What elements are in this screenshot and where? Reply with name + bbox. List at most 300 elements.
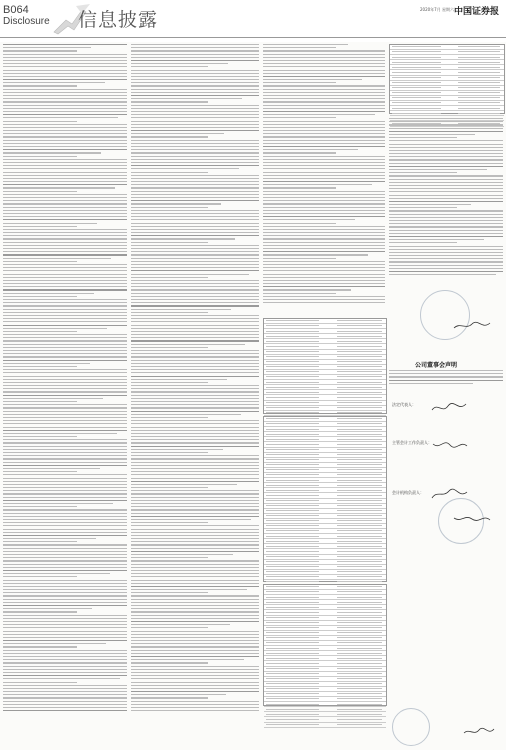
text-line [263,73,385,74]
text-line [131,506,259,507]
text-line [3,79,127,80]
text-line [263,280,385,281]
text-line [3,420,127,421]
text-line [389,220,503,221]
text-line [131,621,259,622]
text-line [389,255,503,256]
text-line [389,204,471,205]
text-line [131,691,259,692]
signature-label-2: 主管会计工作负责人： [392,440,432,445]
text-line [131,490,259,491]
text-line [3,238,127,239]
text-line [3,200,127,201]
text-line [131,615,259,616]
text-line [3,356,127,357]
text-line [263,159,385,160]
text-line [3,207,127,208]
text-line [3,487,127,488]
text-line [131,315,259,316]
text-line [131,95,259,96]
text-line [131,267,259,268]
text-line [131,130,259,131]
text-line [263,66,385,67]
text-line [131,89,259,90]
text-line [3,191,77,192]
text-line [131,274,249,275]
text-line [131,685,259,686]
text-line [3,76,127,77]
text-line [131,270,259,271]
text-line [389,156,503,157]
text-line [131,76,259,77]
section-name-en: Disclosure [3,16,50,27]
text-line [3,101,127,102]
text-line [389,252,503,253]
text-line [131,411,259,412]
text-line [131,85,259,86]
text-line [131,159,259,160]
text-line [131,289,259,290]
handwritten-signature-4 [452,320,492,332]
text-line [131,140,259,141]
signature-label-1: 法定代表人： [392,402,416,407]
text-line [131,264,259,265]
text-line [131,50,259,51]
text-line [389,274,496,275]
text-line [263,248,385,249]
text-line [131,165,259,166]
text-line [131,513,259,514]
text-line [131,376,259,377]
text-line [3,532,127,533]
text-line [131,548,259,549]
text-line [131,321,259,322]
text-line [131,707,259,708]
text-line [131,484,237,485]
text-line [131,124,259,125]
text-line [131,493,259,494]
text-line [131,92,259,93]
text-line [3,379,127,380]
text-line [3,274,127,275]
text-line [3,385,127,386]
text-line [3,675,127,676]
text-line [131,532,259,533]
text-line [131,232,259,233]
text-line [3,156,77,157]
text-line [131,296,259,297]
text-line [3,564,127,565]
text-line [131,535,259,536]
text-line [131,519,251,520]
text-line [263,261,385,262]
text-line [3,650,127,651]
text-line [131,599,259,600]
text-line [131,446,259,447]
text-line [263,175,385,176]
text-line [3,47,91,48]
text-line [3,662,127,663]
text-line [263,207,385,208]
text-line [3,497,127,498]
text-line [3,462,127,463]
text-line [131,420,259,421]
text-line [131,66,208,67]
text-line [131,631,259,632]
statement-body [389,370,503,388]
text-line [389,182,503,183]
text-line [3,557,127,558]
text-line [3,509,127,510]
text-line [3,213,127,214]
text-line [263,210,385,211]
statement-title: 公司董事会声明 [415,362,458,369]
text-line [3,404,127,405]
text-line [131,682,259,683]
text-line [131,516,259,517]
text-line [131,283,259,284]
text-line [131,105,259,106]
text-line [3,688,127,689]
text-line [389,223,503,224]
text-line [131,73,259,74]
text-line [263,232,385,233]
text-line [3,382,127,383]
text-line [131,318,259,319]
page-header [0,0,506,42]
text-line [3,637,127,638]
text-line [131,497,259,498]
text-line [389,230,503,231]
text-line [389,207,457,208]
text-line [3,283,127,284]
text-line [131,564,259,565]
text-line [3,121,77,122]
text-column-2 [131,44,259,744]
text-line [263,44,348,45]
text-line [131,334,259,335]
text-line [131,436,259,437]
text-line [3,242,127,243]
text-line [3,226,77,227]
text-line [3,446,127,447]
text-line [389,188,503,189]
text-line [3,321,127,322]
text-line [131,666,259,667]
text-line [389,175,503,176]
text-line [263,54,385,55]
text-line [3,522,127,523]
text-line [131,398,259,399]
text-line [389,261,503,262]
text-line [263,254,368,255]
text-line [131,455,259,456]
text-line [3,325,127,326]
text-line [3,414,127,415]
text-line [263,187,336,188]
text-line [3,98,127,99]
text-line [131,101,208,102]
text-line [263,203,385,204]
text-line [3,248,127,249]
text-line [263,105,385,106]
text-line [3,54,127,55]
text-line [3,525,127,526]
text-line [263,85,385,86]
text-line [263,229,385,230]
text-line [131,356,259,357]
text-line [389,179,503,180]
text-line [3,140,127,141]
text-line [389,169,487,170]
text-line [3,149,127,150]
text-line [131,127,259,128]
text-line [3,165,127,166]
text-line [131,181,259,182]
text-line [131,98,242,99]
text-line [3,210,127,211]
text-line [3,302,127,303]
text-line [131,54,259,55]
text-line [263,238,385,239]
text-line [3,618,127,619]
text-line [263,156,385,157]
text-line [131,557,208,558]
text-line [131,656,259,657]
text-line [131,143,259,144]
text-line [131,580,259,581]
text-line [3,640,127,641]
text-line [131,261,259,262]
text-line [3,513,127,514]
text-line [3,398,103,399]
text-line [3,159,127,160]
text-line [389,201,503,202]
text-line [3,694,127,695]
text-line [389,239,484,240]
text-line [389,121,503,122]
text-line [3,442,127,443]
text-line [131,529,259,530]
text-line [3,666,127,667]
text-line [3,567,127,568]
text-line [3,643,106,644]
text-line [3,471,77,472]
text-line [3,347,127,348]
text-line [131,79,259,80]
text-line [263,168,385,169]
text-line [131,194,259,195]
text-line [3,203,127,204]
text-line [131,379,227,380]
text-line [131,618,259,619]
text-line [263,98,385,99]
text-line [3,187,115,188]
text-line [131,245,259,246]
text-line [263,124,385,125]
text-line [3,66,127,67]
text-line [3,318,127,319]
text-line [131,366,259,367]
text-line [131,210,259,211]
text-line [131,219,259,220]
text-line [131,337,259,338]
text-line [263,181,385,182]
text-line [389,159,503,160]
text-line [389,144,503,145]
text-line [3,411,127,412]
text-line [263,200,385,201]
text-line [3,548,127,549]
text-line [3,474,127,475]
text-line [389,166,503,167]
text-line [263,302,385,303]
text-line [131,567,259,568]
text-line [3,184,127,185]
text-line [389,236,503,237]
text-line [131,184,259,185]
text-line [389,163,503,164]
text-line [131,121,259,122]
text-line [389,147,503,148]
text-line [131,344,245,345]
text-line [263,219,355,220]
text-line [3,624,127,625]
text-line [263,101,385,102]
text-line [131,44,259,45]
text-line [3,277,127,278]
text-line [3,353,127,354]
text-column-4 [389,118,503,288]
text-line [3,436,77,437]
text-line [3,363,90,364]
text-line [3,296,77,297]
text-line [3,369,127,370]
text-line [3,704,127,705]
text-line [131,605,259,606]
text-line [3,114,127,115]
text-line [263,194,385,195]
text-line [3,57,127,58]
text-line [263,117,336,118]
text-line [3,458,127,459]
text-line [263,242,385,243]
text-line [263,216,385,217]
text-line [131,385,259,386]
text-line [131,551,259,552]
text-line [3,659,127,660]
text-line [389,242,457,243]
text-line [263,82,336,83]
text-line [131,442,259,443]
text-line [131,544,259,545]
text-line [131,704,259,705]
text-line [3,328,107,329]
text-line [3,439,127,440]
text-line [131,538,259,539]
text-line [389,258,503,259]
text-line [131,133,224,134]
text-line [131,117,259,118]
text-line [3,162,127,163]
text-line [131,235,259,236]
text-line [3,168,127,169]
text-line [389,226,503,227]
page-number: B064 [3,4,29,16]
text-line [131,187,259,188]
text-line [389,246,503,247]
text-line [3,289,127,290]
text-line [131,156,259,157]
text-line [131,637,259,638]
text-line [263,47,336,48]
handwritten-signature-1 [430,400,470,416]
text-line [131,573,259,574]
text-line [131,694,226,695]
text-line [3,372,127,373]
text-line [131,175,259,176]
text-line [263,63,385,64]
text-line [131,487,208,488]
text-line [131,242,208,243]
text-line [389,370,503,371]
text-line [3,299,127,300]
text-line [389,137,457,138]
text-line [3,529,127,530]
text-line [3,111,127,112]
text-line [389,380,503,381]
text-line [389,233,503,234]
text-line [131,372,259,373]
text-line [3,586,127,587]
text-line [263,293,336,294]
handwritten-signature-5 [452,512,492,524]
financial-table-4 [389,44,505,114]
text-line [3,261,77,262]
text-line [3,73,127,74]
text-line [131,634,259,635]
text-line [263,162,385,163]
text-line [3,646,77,647]
text-line [3,627,127,628]
text-line [131,417,208,418]
text-line [3,519,127,520]
text-line [263,152,336,153]
text-line [131,675,259,676]
text-line [263,108,385,109]
text-line [263,95,385,96]
text-line [263,258,336,259]
text-line [3,108,127,109]
text-line [131,589,247,590]
text-line [131,114,259,115]
text-line [389,134,475,135]
text-line [263,114,375,115]
text-line [3,267,127,268]
text-line [3,401,77,402]
text-line [131,592,208,593]
text-line [3,219,127,220]
text-line [3,70,127,71]
text-line [131,478,259,479]
text-line [131,554,233,555]
text-line [389,214,503,215]
text-line [263,264,385,265]
text-line [3,417,127,418]
text-line [131,238,235,239]
text-line [131,305,259,306]
text-line [3,430,127,431]
